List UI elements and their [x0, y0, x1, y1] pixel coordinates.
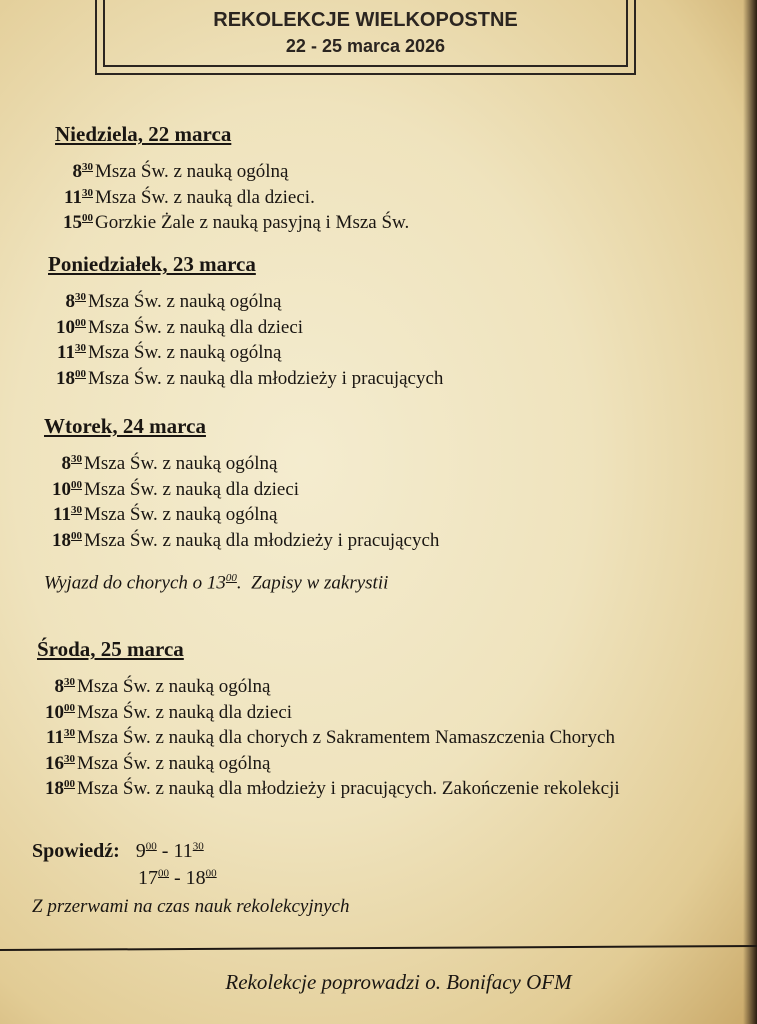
item-time: $16^{30}$ — [45, 752, 75, 774]
schedule-item — [48, 291, 443, 317]
item-text: Msza Św. z nauką dla dzieci — [77, 701, 293, 723]
item-text: Msza Św. z nauką dla chorych z Sakramentem Namaszczenia Chorych — [77, 727, 615, 748]
schedule-item — [37, 727, 620, 753]
item-time: $8^{30}$ — [72, 161, 93, 182]
item-time: $18^{00}$ — [52, 529, 82, 551]
divider — [0, 945, 757, 951]
item-text: Msza Św. z nauką ogólną — [88, 291, 282, 312]
schedule-item — [37, 676, 620, 702]
item-text: Msza Św. z nauką ogólną — [77, 752, 271, 774]
item-text: Msza Św. z nauką dla młodzieży i pracujących — [84, 529, 440, 551]
schedule-item — [37, 778, 620, 804]
item-text: Gorzkie Żale z nauką pasyjną i Msza Św. — [95, 212, 410, 233]
schedule-item — [55, 212, 409, 238]
item-time: $18^{00}$ — [45, 778, 75, 799]
item-time: $11^{30}$ — [57, 342, 86, 363]
item-time: $10^{00}$ — [52, 478, 82, 500]
item-text: Msza Św. z nauką dla dzieci — [88, 316, 304, 338]
item-text: Msza Św. z nauką dla dzieci. — [95, 186, 315, 208]
day-heading: Niedziela, 22 marca — [55, 122, 232, 146]
item-text: Msza Św. z nauką ogólną — [84, 453, 278, 474]
photo-edge-shadow — [743, 0, 757, 1024]
schedule-item — [44, 504, 439, 530]
schedule-item — [55, 161, 409, 187]
item-time: $11^{30}$ — [64, 186, 93, 208]
item-text: Msza Św. z nauką dla młodzieży i pracujących. Zakończenie rekolekcji — [77, 778, 620, 799]
item-time: $10^{00}$ — [45, 701, 75, 723]
item-time: $8^{30}$ — [61, 453, 82, 474]
day-heading: Wtorek, 24 marca — [44, 414, 206, 438]
day-section — [37, 637, 620, 804]
item-text: Msza Św. z nauką ogólną — [77, 676, 271, 697]
day-section — [48, 252, 443, 393]
schedule-item — [55, 187, 409, 213]
schedule-item — [37, 753, 620, 779]
item-time: $15^{00}$ — [63, 212, 93, 233]
day-heading: Poniedziałek, 23 marca — [48, 252, 256, 276]
page-dates: 22 - 25 marca 2026 — [285, 36, 446, 56]
confession-section — [32, 840, 349, 918]
header-box — [95, 0, 636, 75]
item-text: Msza Św. z nauką dla młodzieży i pracujących — [88, 367, 444, 389]
schedule-item — [44, 530, 439, 556]
schedule-item — [44, 479, 439, 505]
confession-slot: $9^{00} - 11^{30}$ — [135, 840, 204, 862]
confession-label: Spowiedź: — [32, 840, 120, 862]
item-text: Msza Św. z nauką ogólną — [95, 161, 289, 182]
item-text: Msza Św. z nauką ogólną — [84, 504, 278, 525]
item-time: $10^{00}$ — [56, 316, 86, 338]
item-time: $11^{30}$ — [46, 727, 75, 748]
schedule-item — [48, 368, 443, 394]
schedule-item — [48, 317, 443, 343]
day-section — [44, 414, 439, 594]
confession-slot: $17^{00} - 18^{00}$ — [138, 867, 217, 889]
day-note: Wyjazd do chorych o $13^{00}$. Zapisy w zakrystii — [44, 572, 389, 594]
confession-note: Z przerwami na czas nauk rekolekcyjnych — [32, 896, 350, 917]
item-text: Msza Św. z nauką dla dzieci — [84, 478, 300, 500]
item-text: Msza Św. z nauką ogólną — [88, 342, 282, 363]
item-time: $8^{30}$ — [54, 676, 75, 697]
page-title: REKOLEKCJE WIELKOPOSTNE — [213, 9, 518, 31]
schedule-item — [37, 702, 620, 728]
footer-text: Rekolekcje poprowadzi o. Bonifacy OFM — [225, 970, 572, 994]
item-time: $11^{30}$ — [53, 504, 82, 525]
schedule-item — [44, 453, 439, 479]
item-time: $18^{00}$ — [56, 367, 86, 389]
item-time: $8^{30}$ — [65, 291, 86, 312]
day-heading: Środa, 25 marca — [37, 637, 184, 661]
day-section — [55, 122, 409, 238]
schedule-item — [48, 342, 443, 368]
